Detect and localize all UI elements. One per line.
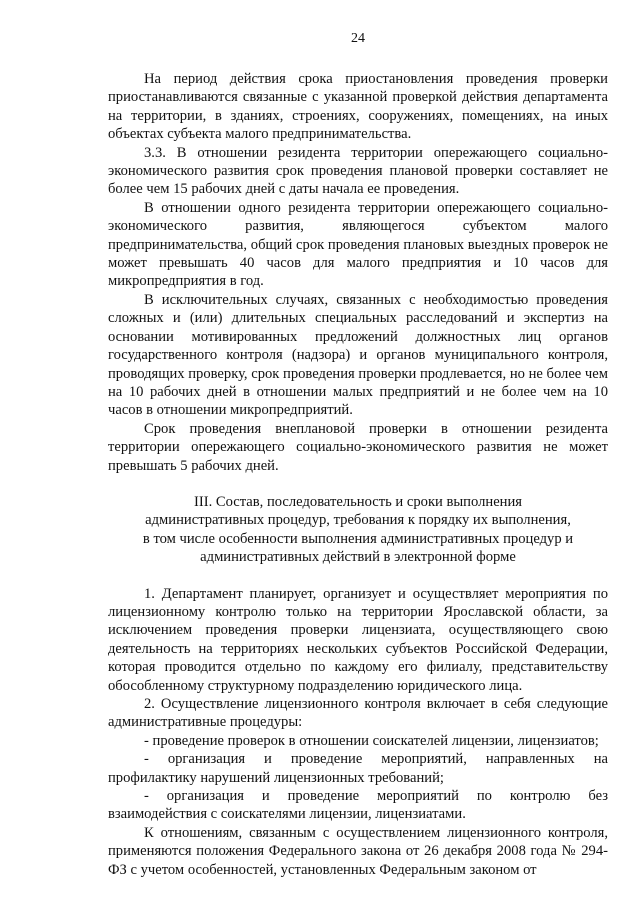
bottom-text-block [108, 585, 608, 880]
section-heading-line-1: III. Состав, последовательность и сроки выполнения [193, 493, 523, 510]
section-heading-line-4: административных действий в электронной форме [200, 549, 516, 566]
spacer [108, 567, 608, 585]
list-item-control-without-interaction: - организация и проведение мероприятий по контролю без взаимодействия с соискателями лицензии, лицензиатами. [108, 788, 608, 823]
page-number: 24 [351, 31, 365, 46]
section-heading-line-3: в том числе особенности выполнения административных процедур и [142, 530, 574, 547]
top-text-block [108, 70, 608, 475]
paragraph-federal-law: К отношениям, связанным с осуществлением лицензионного контроля, применяются положения Федерального закона от 26 декабря 2008 года № 294-ФЗ с учетом особенностей, установленных Федеральным законом от [108, 824, 608, 878]
paragraph-3-3: 3.3. В отношении резидента территории опережающего социально-экономического развития срок проведения плановой проверки составляет не более чем 15 рабочих дней с даты начала ее проведения. [108, 144, 608, 198]
list-item-prevention: - организация и проведение мероприятий, направленных на профилактику нарушений лицензионных требований; [108, 751, 608, 786]
paragraph-exceptional-cases: В исключительных случаях, связанных с необходимостью проведения сложных и (или) длительных специальных расследований и экспертиз на основании мотивированных предложений должностных лиц органов государственного контроля (надзора) и органов муниципального контроля, проводящих проверку, срок проведения проверки продлевается, но не более чем на 10 рабочих дней в отношении малых предприятий и не более чем на 10 часов в отношении микропредприятий. [108, 291, 608, 419]
section-heading-line-2: административных процедур, требования к порядку их выполнения, [145, 512, 571, 529]
spacer [108, 475, 608, 493]
document-page [108, 30, 608, 879]
section-heading [108, 493, 608, 567]
paragraph-one-resident: В отношении одного резидента территории опережающего социально-экономического развития, являющегося субъектом малого предпринимательства, общий срок проведения плановых выездных проверок не может превышать 40 часов для малого предприятия и 10 часов для микропредприятия в год. [108, 199, 608, 290]
paragraph-suspension: На период действия срока приостановления проведения проверки приостанавливаются связанные с указанной проверкой действия департамента на территории, в зданиях, строениях, сооружениях, помещениях, на иных объектах субъекта малого предпринимательства. [108, 71, 608, 143]
paragraph-unscheduled-check: Срок проведения внеплановой проверки в отношении резидента территории опережающего социально-экономического развития не может превышать 5 рабочих дней. [108, 420, 608, 474]
paragraph-1-department: 1. Департамент планирует, организует и осуществляет мероприятия по лицензионному контролю только на территории Ярославской области, за исключением проведения проверки лицензиата, осуществляющего свою деятельность на территориях нескольких субъектов Российской Федерации, которая проводится отдельно по каждому его филиалу, представительству обособленному структурному подразделению юридического лица. [108, 585, 608, 694]
list-item-inspections: - проведение проверок в отношении соискателей лицензии, лицензиатов; [144, 732, 599, 749]
paragraph-2-procedures: 2. Осуществление лицензионного контроля включает в себя следующие административные процедуры: [108, 696, 608, 731]
